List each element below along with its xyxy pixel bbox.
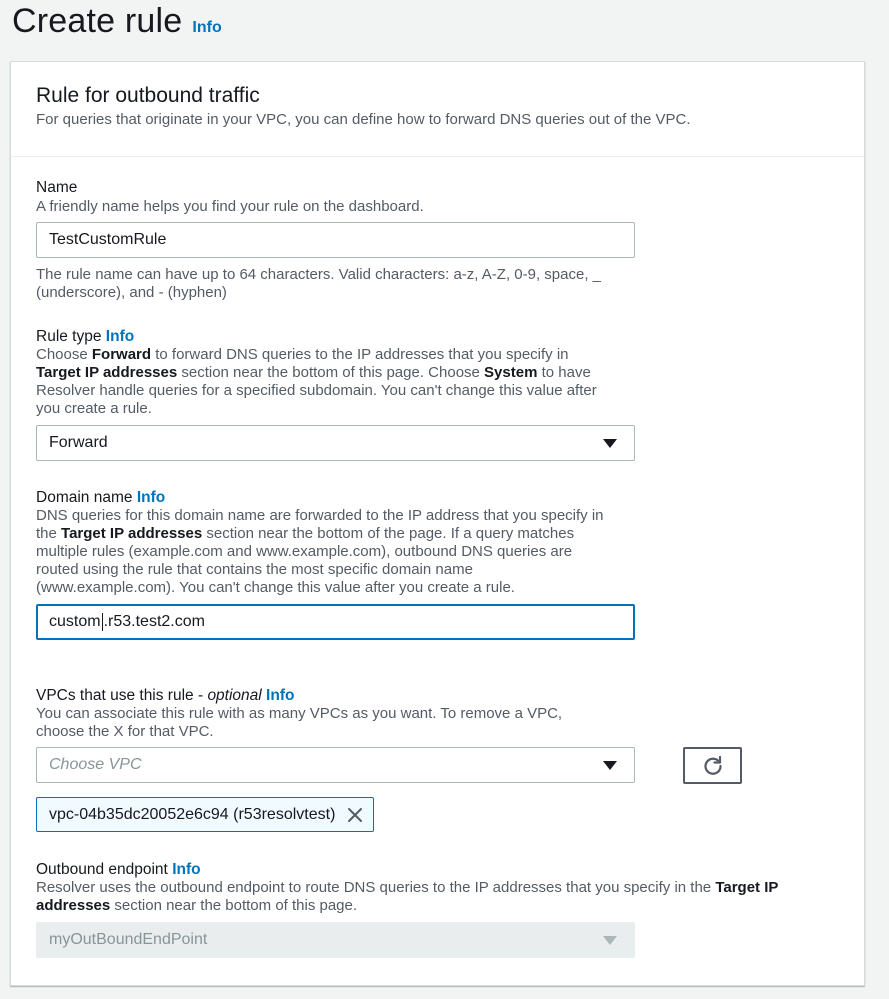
- name-hint: The rule name can have up to 64 characters. Valid characters: a-z, A-Z, 0-9, space, _ (underscore), and - (hyphen): [36, 266, 602, 301]
- rule-type-info-link[interactable]: Info: [105, 328, 135, 345]
- vpcs-label: VPCs that use this rule -: [36, 687, 208, 704]
- rule-type-label-row: [36, 327, 635, 346]
- caret-down-icon: [603, 761, 617, 770]
- rule-type-description: Choose Forward to forward DNS queries to the IP addresses that you specify in Target IP addresses section near the bottom of this page. Choose System to have Resolver handle queries for a specified subdomain. You can't change this value after you create a rule.: [36, 346, 597, 417]
- rule-type-label: Rule type: [36, 328, 102, 345]
- vpcs-label-row: [36, 686, 746, 705]
- outbound-endpoint-info-link[interactable]: Info: [172, 861, 201, 878]
- domain-name-label: Domain name: [36, 489, 133, 506]
- caret-down-icon: [603, 439, 617, 448]
- refresh-icon: [702, 755, 724, 777]
- vpcs-info-link[interactable]: Info: [266, 687, 295, 704]
- outbound-endpoint-label: Outbound endpoint: [36, 861, 168, 878]
- domain-name-field: [36, 488, 635, 640]
- vpc-token-label: vpc-04b35dc20052e6c94 (r53resolvtest): [49, 805, 336, 823]
- name-label: Name: [36, 179, 78, 196]
- domain-name-description: DNS queries for this domain name are forwarded to the IP address that you specify in the Target IP addresses section near the bottom of the page. If a query matches multiple rules (example.com and www.example.com), outbound DNS queries are routed using the rule that contains the most specific domain name (www.example.com). You can't change this value after you create a rule.: [36, 507, 604, 596]
- vpc-select[interactable]: [36, 747, 635, 783]
- vpcs-field: [36, 686, 746, 832]
- outbound-endpoint-field: [36, 860, 836, 958]
- rule-type-select[interactable]: [36, 425, 635, 461]
- panel-description: For queries that originate in your VPC, you can define how to forward DNS queries out of the VPC.: [36, 111, 691, 128]
- rule-panel: [10, 61, 865, 986]
- name-field: [36, 178, 635, 302]
- vpcs-description: You can associate this rule with as many VPCs as you want. To remove a VPC, choose the X for that VPC.: [36, 705, 563, 740]
- text-cursor: [102, 613, 103, 631]
- vpc-select-placeholder: Choose VPC: [49, 756, 142, 773]
- page-info-link[interactable]: Info: [192, 19, 222, 36]
- vpcs-optional: optional: [207, 687, 262, 704]
- page-header: [12, 2, 222, 41]
- rule-type-value: Forward: [49, 434, 108, 451]
- caret-down-icon: [603, 936, 617, 945]
- domain-name-label-row: [36, 488, 635, 507]
- name-description: A friendly name helps you find your rule on the dashboard.: [36, 198, 424, 215]
- panel-header: [11, 62, 864, 157]
- outbound-endpoint-value: myOutBoundEndPoint: [49, 931, 208, 948]
- refresh-button[interactable]: [683, 747, 742, 784]
- domain-name-input[interactable]: [36, 604, 635, 640]
- outbound-endpoint-label-row: [36, 860, 836, 879]
- vpc-token: [36, 797, 374, 832]
- domain-name-info-link[interactable]: Info: [136, 489, 166, 506]
- rule-type-field: [36, 327, 635, 461]
- page-title: Create rule: [12, 2, 183, 40]
- name-input[interactable]: [36, 222, 635, 258]
- domain-name-input-value: custom .r53.test2.com: [49, 613, 205, 631]
- vpc-token-list: [36, 797, 746, 832]
- outbound-endpoint-select: [36, 922, 635, 958]
- vpc-select-row: [36, 747, 746, 784]
- close-icon[interactable]: [347, 807, 363, 823]
- name-input-value: TestCustomRule: [49, 231, 167, 248]
- panel-title: Rule for outbound traffic: [36, 84, 260, 107]
- outbound-endpoint-description: Resolver uses the outbound endpoint to route DNS queries to the IP addresses that you specify in the Target IP addresses section near the bottom of this page.: [36, 879, 779, 914]
